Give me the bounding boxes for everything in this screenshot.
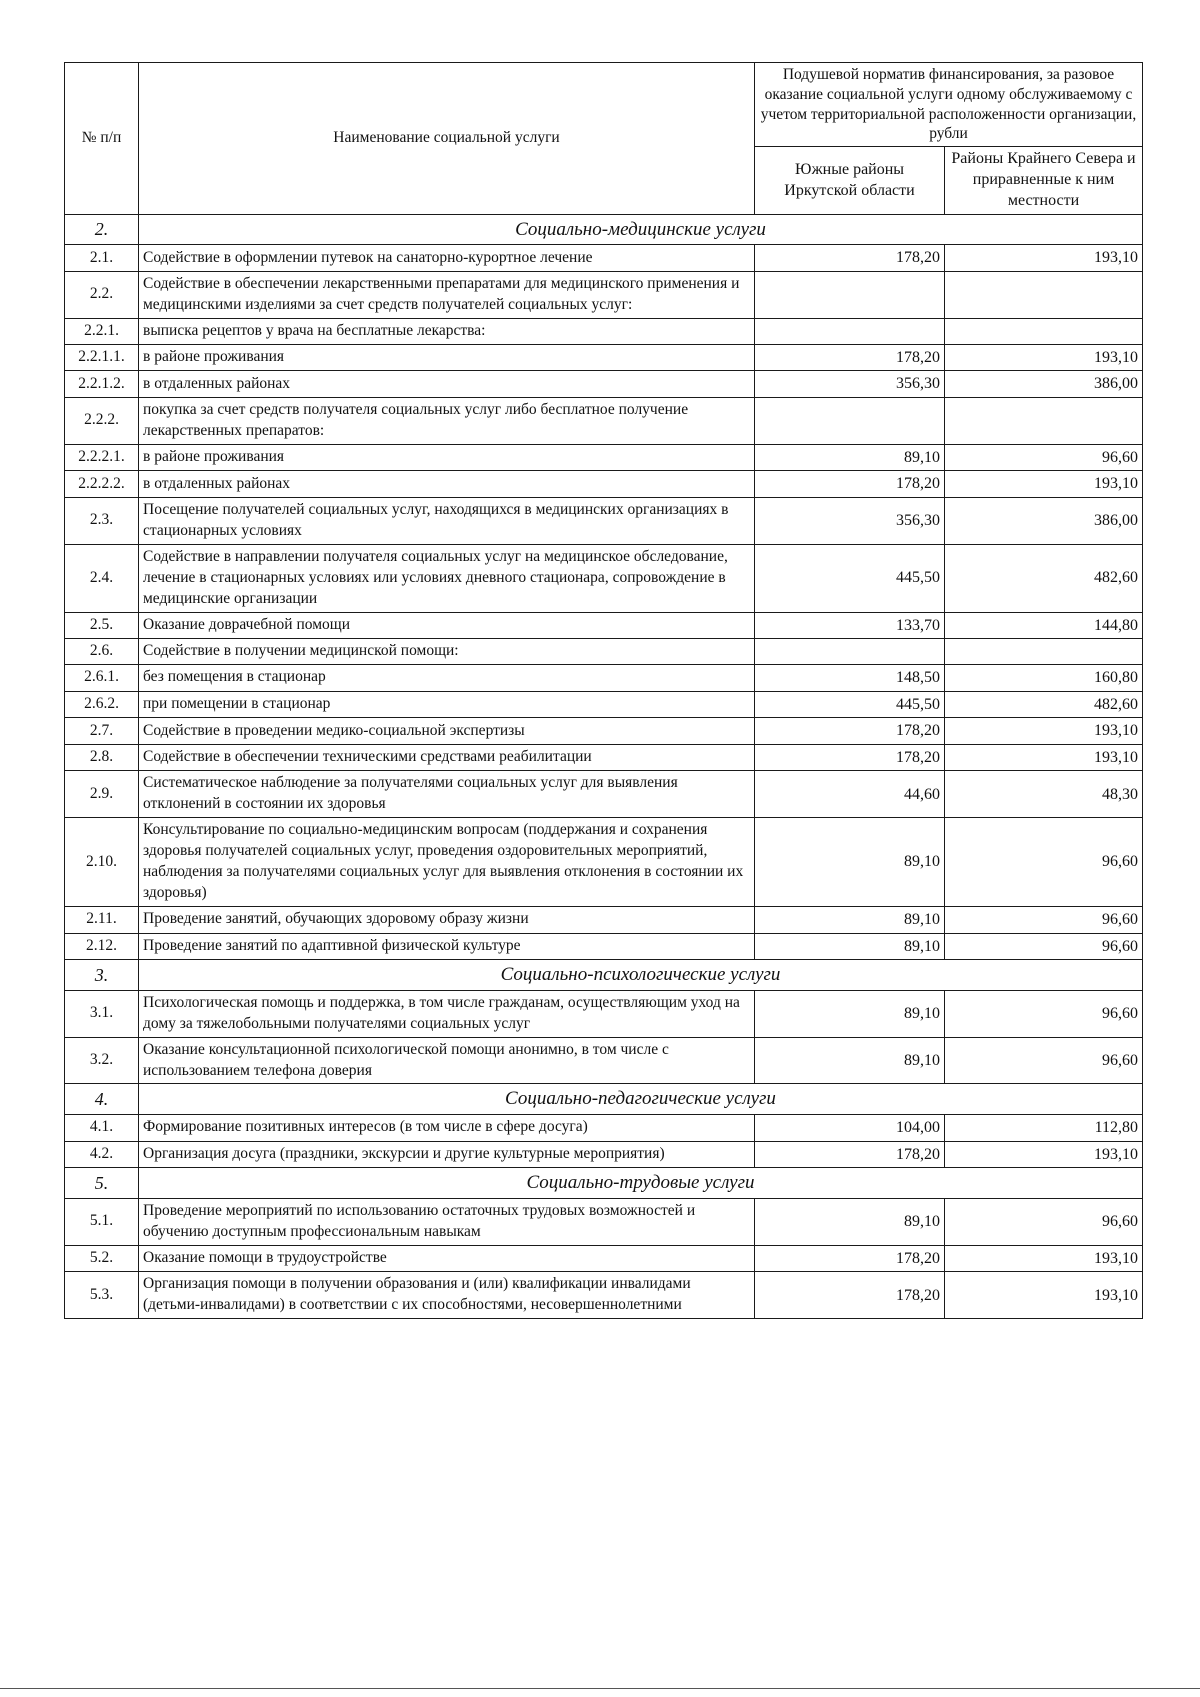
table-header [65, 63, 1143, 215]
north-value: 193,10 [945, 1245, 1143, 1272]
north-value: 48,30 [945, 771, 1143, 818]
header-north: Районы Крайнего Севера и приравненные к ним местности [945, 147, 1143, 214]
table-row [65, 471, 1143, 498]
section-title: Социально-трудовые услуги [139, 1168, 1143, 1199]
table-row [65, 245, 1143, 272]
table-row [65, 665, 1143, 692]
row-number: 2.3. [65, 497, 139, 544]
section-row [65, 1084, 1143, 1115]
north-value: 193,10 [945, 344, 1143, 371]
service-name: Содействие в проведении медико-социальной экспертизы [139, 718, 755, 745]
south-value: 178,20 [755, 1272, 945, 1319]
service-name: Организация помощи в получении образования и (или) квалификации инвалидами (детьми-инвалидами) в соответствии с их способностями, несовершеннолетними [139, 1272, 755, 1319]
south-value [755, 271, 945, 318]
north-value: 96,60 [945, 444, 1143, 471]
row-number: 4.2. [65, 1141, 139, 1168]
table-row [65, 691, 1143, 718]
section-title: Социально-психологические услуги [139, 960, 1143, 991]
north-value: 193,10 [945, 245, 1143, 272]
table-row [65, 1141, 1143, 1168]
table-row [65, 771, 1143, 818]
south-value: 445,50 [755, 544, 945, 612]
row-number: 2.2.1.1. [65, 344, 139, 371]
table-row [65, 744, 1143, 771]
south-value: 89,10 [755, 990, 945, 1037]
south-value [755, 639, 945, 665]
north-value: 193,10 [945, 1272, 1143, 1319]
header-name: Наименование социальной услуги [139, 63, 755, 215]
service-name: Оказание консультационной психологической помощи анонимно, в том числе с использованием телефона доверия [139, 1037, 755, 1084]
north-value: 160,80 [945, 665, 1143, 692]
bottom-rule [0, 1688, 1200, 1689]
row-number: 2.6.2. [65, 691, 139, 718]
table-row [65, 1037, 1143, 1084]
north-value [945, 639, 1143, 665]
south-value: 445,50 [755, 691, 945, 718]
north-value [945, 397, 1143, 444]
row-number: 2.6. [65, 639, 139, 665]
header-south: Южные районы Иркутской области [755, 147, 945, 214]
north-value: 112,80 [945, 1115, 1143, 1142]
south-value: 89,10 [755, 1037, 945, 1084]
table-row [65, 933, 1143, 960]
service-name: в отдаленных районах [139, 471, 755, 498]
service-name: в районе проживания [139, 444, 755, 471]
north-value [945, 271, 1143, 318]
north-value: 96,60 [945, 933, 1143, 960]
south-value: 356,30 [755, 497, 945, 544]
table-row [65, 497, 1143, 544]
south-value: 178,20 [755, 245, 945, 272]
table-row [65, 1198, 1143, 1245]
table-row [65, 444, 1143, 471]
services-table [64, 62, 1143, 1319]
service-name: Формирование позитивных интересов (в том числе в сфере досуга) [139, 1115, 755, 1142]
row-number: 2.4. [65, 544, 139, 612]
row-number: 2.2.2. [65, 397, 139, 444]
south-value: 89,10 [755, 818, 945, 907]
south-value [755, 397, 945, 444]
row-number: 5.1. [65, 1198, 139, 1245]
row-number: 2.10. [65, 818, 139, 907]
table-row [65, 818, 1143, 907]
service-name: Содействие в направлении получателя социальных услуг на медицинское обследование, лечение в стационарных условиях или условиях дневного стационара, сопровождение в медицинские организации [139, 544, 755, 612]
south-value [755, 318, 945, 344]
north-value: 193,10 [945, 744, 1143, 771]
header-funding-group: Подушевой норматив финансирования, за разовое оказание социальной услуги одному обслуживаемому с учетом территориальной расположенности организации, рубли [755, 63, 1143, 147]
table-row [65, 344, 1143, 371]
table-body [65, 214, 1143, 1319]
row-number: 3.1. [65, 990, 139, 1037]
service-name: Консультирование по социально-медицинским вопросам (поддержания и сохранения здоровья получателей социальных услуг, проведения оздоровительных мероприятий, наблюдения за получателями социальных услуг для выявления отклонения в состоянии их здоровья) [139, 818, 755, 907]
south-value: 178,20 [755, 744, 945, 771]
table-row [65, 990, 1143, 1037]
service-name: Содействие в обеспечении лекарственными препаратами для медицинского применения и медицинскими изделиями за счет средств получателей социальных услуг: [139, 271, 755, 318]
service-name: Оказание помощи в трудоустройстве [139, 1245, 755, 1272]
service-name: в районе проживания [139, 344, 755, 371]
north-value: 193,10 [945, 471, 1143, 498]
row-number: 2.5. [65, 612, 139, 639]
south-value: 178,20 [755, 1245, 945, 1272]
south-value: 148,50 [755, 665, 945, 692]
north-value: 482,60 [945, 691, 1143, 718]
north-value: 386,00 [945, 497, 1143, 544]
table-row [65, 1272, 1143, 1319]
service-name: в отдаленных районах [139, 371, 755, 398]
south-value: 104,00 [755, 1115, 945, 1142]
service-name: покупка за счет средств получателя социальных услуг либо бесплатное получение лекарственных препаратов: [139, 397, 755, 444]
table-row [65, 318, 1143, 344]
table-row [65, 1115, 1143, 1142]
north-value: 482,60 [945, 544, 1143, 612]
row-number: 2.7. [65, 718, 139, 745]
row-number: 2.2. [65, 271, 139, 318]
south-value: 178,20 [755, 471, 945, 498]
table-row [65, 612, 1143, 639]
row-number: 5.2. [65, 1245, 139, 1272]
service-name: Содействие в оформлении путевок на санаторно-курортное лечение [139, 245, 755, 272]
south-value: 178,20 [755, 1141, 945, 1168]
service-name: Содействие в получении медицинской помощи: [139, 639, 755, 665]
row-number: 2.9. [65, 771, 139, 818]
table-row [65, 906, 1143, 933]
row-number: 2.2.1. [65, 318, 139, 344]
service-name: при помещении в стационар [139, 691, 755, 718]
row-number: 2.8. [65, 744, 139, 771]
south-value: 133,70 [755, 612, 945, 639]
row-number: 2.2.1.2. [65, 371, 139, 398]
north-value: 96,60 [945, 1198, 1143, 1245]
section-title: Социально-медицинские услуги [139, 214, 1143, 245]
table-row [65, 271, 1143, 318]
header-num: № п/п [65, 63, 139, 215]
section-number: 4. [65, 1084, 139, 1115]
service-name: Проведение занятий по адаптивной физической культуре [139, 933, 755, 960]
row-number: 2.6.1. [65, 665, 139, 692]
service-name: Психологическая помощь и поддержка, в том числе гражданам, осуществляющим уход на дому за тяжелобольными получателями социальных услуг [139, 990, 755, 1037]
section-title: Социально-педагогические услуги [139, 1084, 1143, 1115]
section-number: 3. [65, 960, 139, 991]
table-row [65, 371, 1143, 398]
section-row [65, 960, 1143, 991]
section-row [65, 1168, 1143, 1199]
north-value: 96,60 [945, 990, 1143, 1037]
north-value: 193,10 [945, 1141, 1143, 1168]
table-row [65, 397, 1143, 444]
service-name: Оказание доврачебной помощи [139, 612, 755, 639]
service-name: Проведение занятий, обучающих здоровому образу жизни [139, 906, 755, 933]
north-value [945, 318, 1143, 344]
table-row [65, 544, 1143, 612]
south-value: 178,20 [755, 344, 945, 371]
row-number: 2.1. [65, 245, 139, 272]
north-value: 96,60 [945, 1037, 1143, 1084]
north-value: 193,10 [945, 718, 1143, 745]
service-name: выписка рецептов у врача на бесплатные лекарства: [139, 318, 755, 344]
row-number: 5.3. [65, 1272, 139, 1319]
section-number: 5. [65, 1168, 139, 1199]
north-value: 144,80 [945, 612, 1143, 639]
south-value: 178,20 [755, 718, 945, 745]
service-name: без помещения в стационар [139, 665, 755, 692]
row-number: 2.2.2.1. [65, 444, 139, 471]
section-row [65, 214, 1143, 245]
north-value: 96,60 [945, 906, 1143, 933]
table-row [65, 1245, 1143, 1272]
south-value: 89,10 [755, 906, 945, 933]
table-row [65, 718, 1143, 745]
south-value: 356,30 [755, 371, 945, 398]
service-name: Посещение получателей социальных услуг, находящихся в медицинских организациях в стационарных условиях [139, 497, 755, 544]
south-value: 89,10 [755, 444, 945, 471]
south-value: 44,60 [755, 771, 945, 818]
row-number: 3.2. [65, 1037, 139, 1084]
north-value: 96,60 [945, 818, 1143, 907]
table-row [65, 639, 1143, 665]
service-name: Систематическое наблюдение за получателями социальных услуг для выявления отклонений в состоянии их здоровья [139, 771, 755, 818]
section-number: 2. [65, 214, 139, 245]
row-number: 4.1. [65, 1115, 139, 1142]
row-number: 2.11. [65, 906, 139, 933]
service-name: Организация досуга (праздники, экскурсии и другие культурные мероприятия) [139, 1141, 755, 1168]
south-value: 89,10 [755, 1198, 945, 1245]
service-name: Содействие в обеспечении техническими средствами реабилитации [139, 744, 755, 771]
south-value: 89,10 [755, 933, 945, 960]
row-number: 2.2.2.2. [65, 471, 139, 498]
service-name: Проведение мероприятий по использованию остаточных трудовых возможностей и обучению доступным профессиональным навыкам [139, 1198, 755, 1245]
row-number: 2.12. [65, 933, 139, 960]
north-value: 386,00 [945, 371, 1143, 398]
